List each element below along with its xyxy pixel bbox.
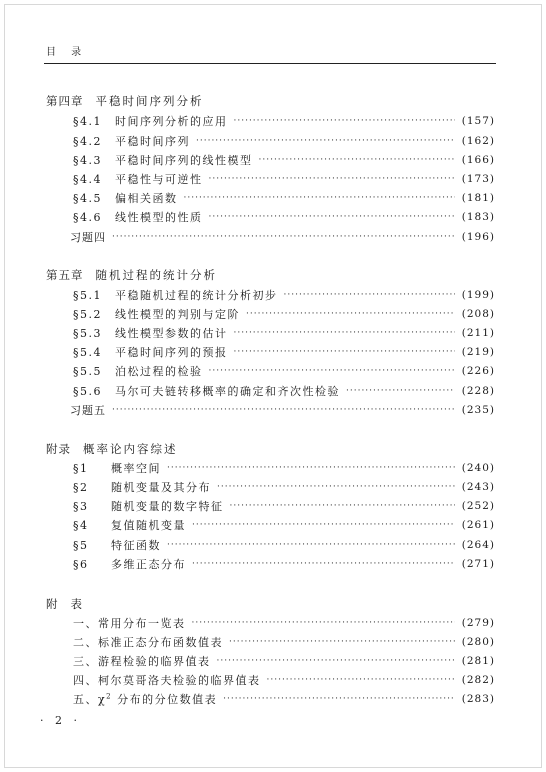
section-number: §5 [73,538,89,552]
section-title: 特征函数 [111,539,161,552]
dot-leader [112,405,455,415]
dot-leader [217,656,456,666]
chapter-label: 附 [46,597,59,611]
section-number: §5.4 [73,345,102,359]
toc-entry[interactable] [73,209,495,225]
table-title: 二、标准正态分布函数值表 [73,636,223,649]
table-title-suffix: 分布的分位数值表 [112,693,218,706]
section-title: 马尔可夫链转移概率的确定和齐次性检验 [115,385,340,398]
table-title [73,691,217,707]
section-title: 平稳时间序列的预报 [115,346,228,359]
page-number: (196) [461,231,495,243]
page-number: (208) [461,308,495,320]
section-title: 随机变量及其分布 [111,481,211,494]
page-number: (243) [461,481,495,493]
dot-leader [234,347,456,357]
tables-title[interactable] [46,596,346,612]
toc-entry[interactable] [73,556,495,572]
section-number: §4.4 [73,172,102,186]
section-number: §3 [73,499,89,513]
table-title: 四、柯尔莫哥洛夫检验的临界值表 [73,674,261,687]
toc-entry[interactable] [73,133,495,149]
page-number: (183) [461,211,495,223]
toc-entry[interactable] [73,325,495,341]
page-number: (271) [461,558,495,570]
dot-leader [192,520,455,530]
section-number: §5.6 [73,384,102,398]
page-number: (261) [461,519,495,531]
section-number: §4 [73,518,89,532]
section-title: 概率空间 [111,462,161,475]
section-title: 线性模型的判别与定阶 [115,308,240,321]
section-number: §5.2 [73,307,102,321]
table-title: 一、常用分布一览表 [73,617,186,630]
dot-leader [192,559,455,569]
page-number: (279) [461,617,495,629]
dot-leader [234,116,456,126]
page-number: (211) [461,327,495,339]
dot-leader [267,675,456,685]
section-title: 平稳性与可逆性 [115,173,203,186]
page-number: (252) [461,500,495,512]
toc-entry[interactable] [73,634,495,650]
dot-leader [259,155,456,165]
header-rule [44,63,496,64]
toc-entry[interactable] [73,287,495,303]
table-title-prefix: 五、χ [73,693,107,706]
toc-entry[interactable] [73,498,495,514]
dot-leader [184,193,456,203]
page-number: (157) [461,115,495,127]
page-number: (162) [461,135,495,147]
page-number: (264) [461,539,495,551]
toc-entry[interactable] [73,383,495,399]
page-number: (173) [461,173,495,185]
section-number: §4.2 [73,134,102,148]
section-number: §4.6 [73,210,102,224]
toc-entry-exercises[interactable] [70,402,495,418]
dot-leader [209,174,456,184]
section-number: §2 [73,480,89,494]
section-number: §4.3 [73,153,102,167]
section-number: §5.5 [73,364,102,378]
toc-entry[interactable] [73,306,495,322]
section-title: 偏相关函数 [115,192,178,205]
page-number: (240) [461,462,495,474]
toc-entry[interactable] [73,653,495,669]
dot-leader [192,618,456,628]
chapter-name: 随机过程的统计分析 [95,268,217,282]
dot-leader [217,482,455,492]
dot-leader [246,309,455,319]
dot-leader [209,366,456,376]
exercise-title: 习题五 [70,404,106,417]
section-number: §4.1 [73,114,102,128]
page-number: (283) [461,693,495,705]
toc-entry[interactable] [73,615,495,631]
appendix-title[interactable] [46,441,346,457]
page-number: (281) [461,655,495,667]
page-number: (199) [461,289,495,301]
exercise-title: 习题四 [70,231,106,244]
page-number: (166) [461,154,495,166]
page-folio: · 2 · [40,714,81,727]
chapter-5-title[interactable] [46,267,346,283]
dot-leader [112,232,455,242]
dot-leader [209,212,456,222]
page-number: (219) [461,346,495,358]
chapter-label: 附录 [46,442,71,456]
section-title: 线性模型参数的估计 [115,327,228,340]
chapter-label: 第五章 [46,268,84,282]
page-number: (282) [461,674,495,686]
dot-leader [230,501,456,511]
dot-leader [223,694,455,704]
toc-entry[interactable] [73,113,495,129]
section-number: §1 [73,461,89,475]
dot-leader [167,463,455,473]
toc-entry[interactable] [73,672,495,688]
page-number: (226) [461,365,495,377]
section-title: 时间序列分析的应用 [115,115,228,128]
toc-entry[interactable] [73,517,495,533]
toc-entry[interactable] [73,171,495,187]
chapter-4-title[interactable] [46,93,346,109]
dot-leader [196,136,455,146]
toc-entry[interactable] [73,479,495,495]
page-number: (280) [461,636,495,648]
toc-entry[interactable] [73,537,495,553]
section-title: 平稳随机过程的统计分析初步 [115,289,278,302]
toc-entry[interactable] [73,344,495,360]
section-title: 复值随机变量 [111,519,186,532]
toc-entry[interactable] [73,152,495,168]
chapter-label: 第四章 [46,94,84,108]
section-number: §4.5 [73,191,102,205]
section-title: 随机变量的数字特征 [111,500,224,513]
page-number: (235) [461,404,495,416]
toc-entry[interactable] [73,691,495,707]
superscript: 2 [106,692,113,701]
dot-leader [167,540,455,550]
chapter-name: 平稳时间序列分析 [95,94,204,108]
dot-leader [229,637,455,647]
page-number: (181) [461,192,495,204]
chapter-name: 表 [70,597,84,611]
dot-leader [346,386,455,396]
table-title: 三、游程检验的临界值表 [73,655,211,668]
section-number: §5.1 [73,288,102,302]
dot-leader [284,290,456,300]
section-title: 平稳时间序列的线性模型 [115,154,253,167]
toc-entry[interactable] [73,363,495,379]
section-title: 线性模型的性质 [115,211,203,224]
section-number: §6 [73,557,89,571]
running-head: 目 录 [46,47,88,58]
section-number: §5.3 [73,326,102,340]
chapter-name: 概率论内容综述 [83,442,178,456]
dot-leader [234,328,456,338]
toc-entry[interactable] [73,190,495,206]
toc-entry-exercises[interactable] [70,229,495,245]
section-title: 泊松过程的检验 [115,365,203,378]
toc-entry[interactable] [73,460,495,476]
section-title: 多维正态分布 [111,558,186,571]
section-title: 平稳时间序列 [115,135,190,148]
page-number: (228) [461,385,495,397]
